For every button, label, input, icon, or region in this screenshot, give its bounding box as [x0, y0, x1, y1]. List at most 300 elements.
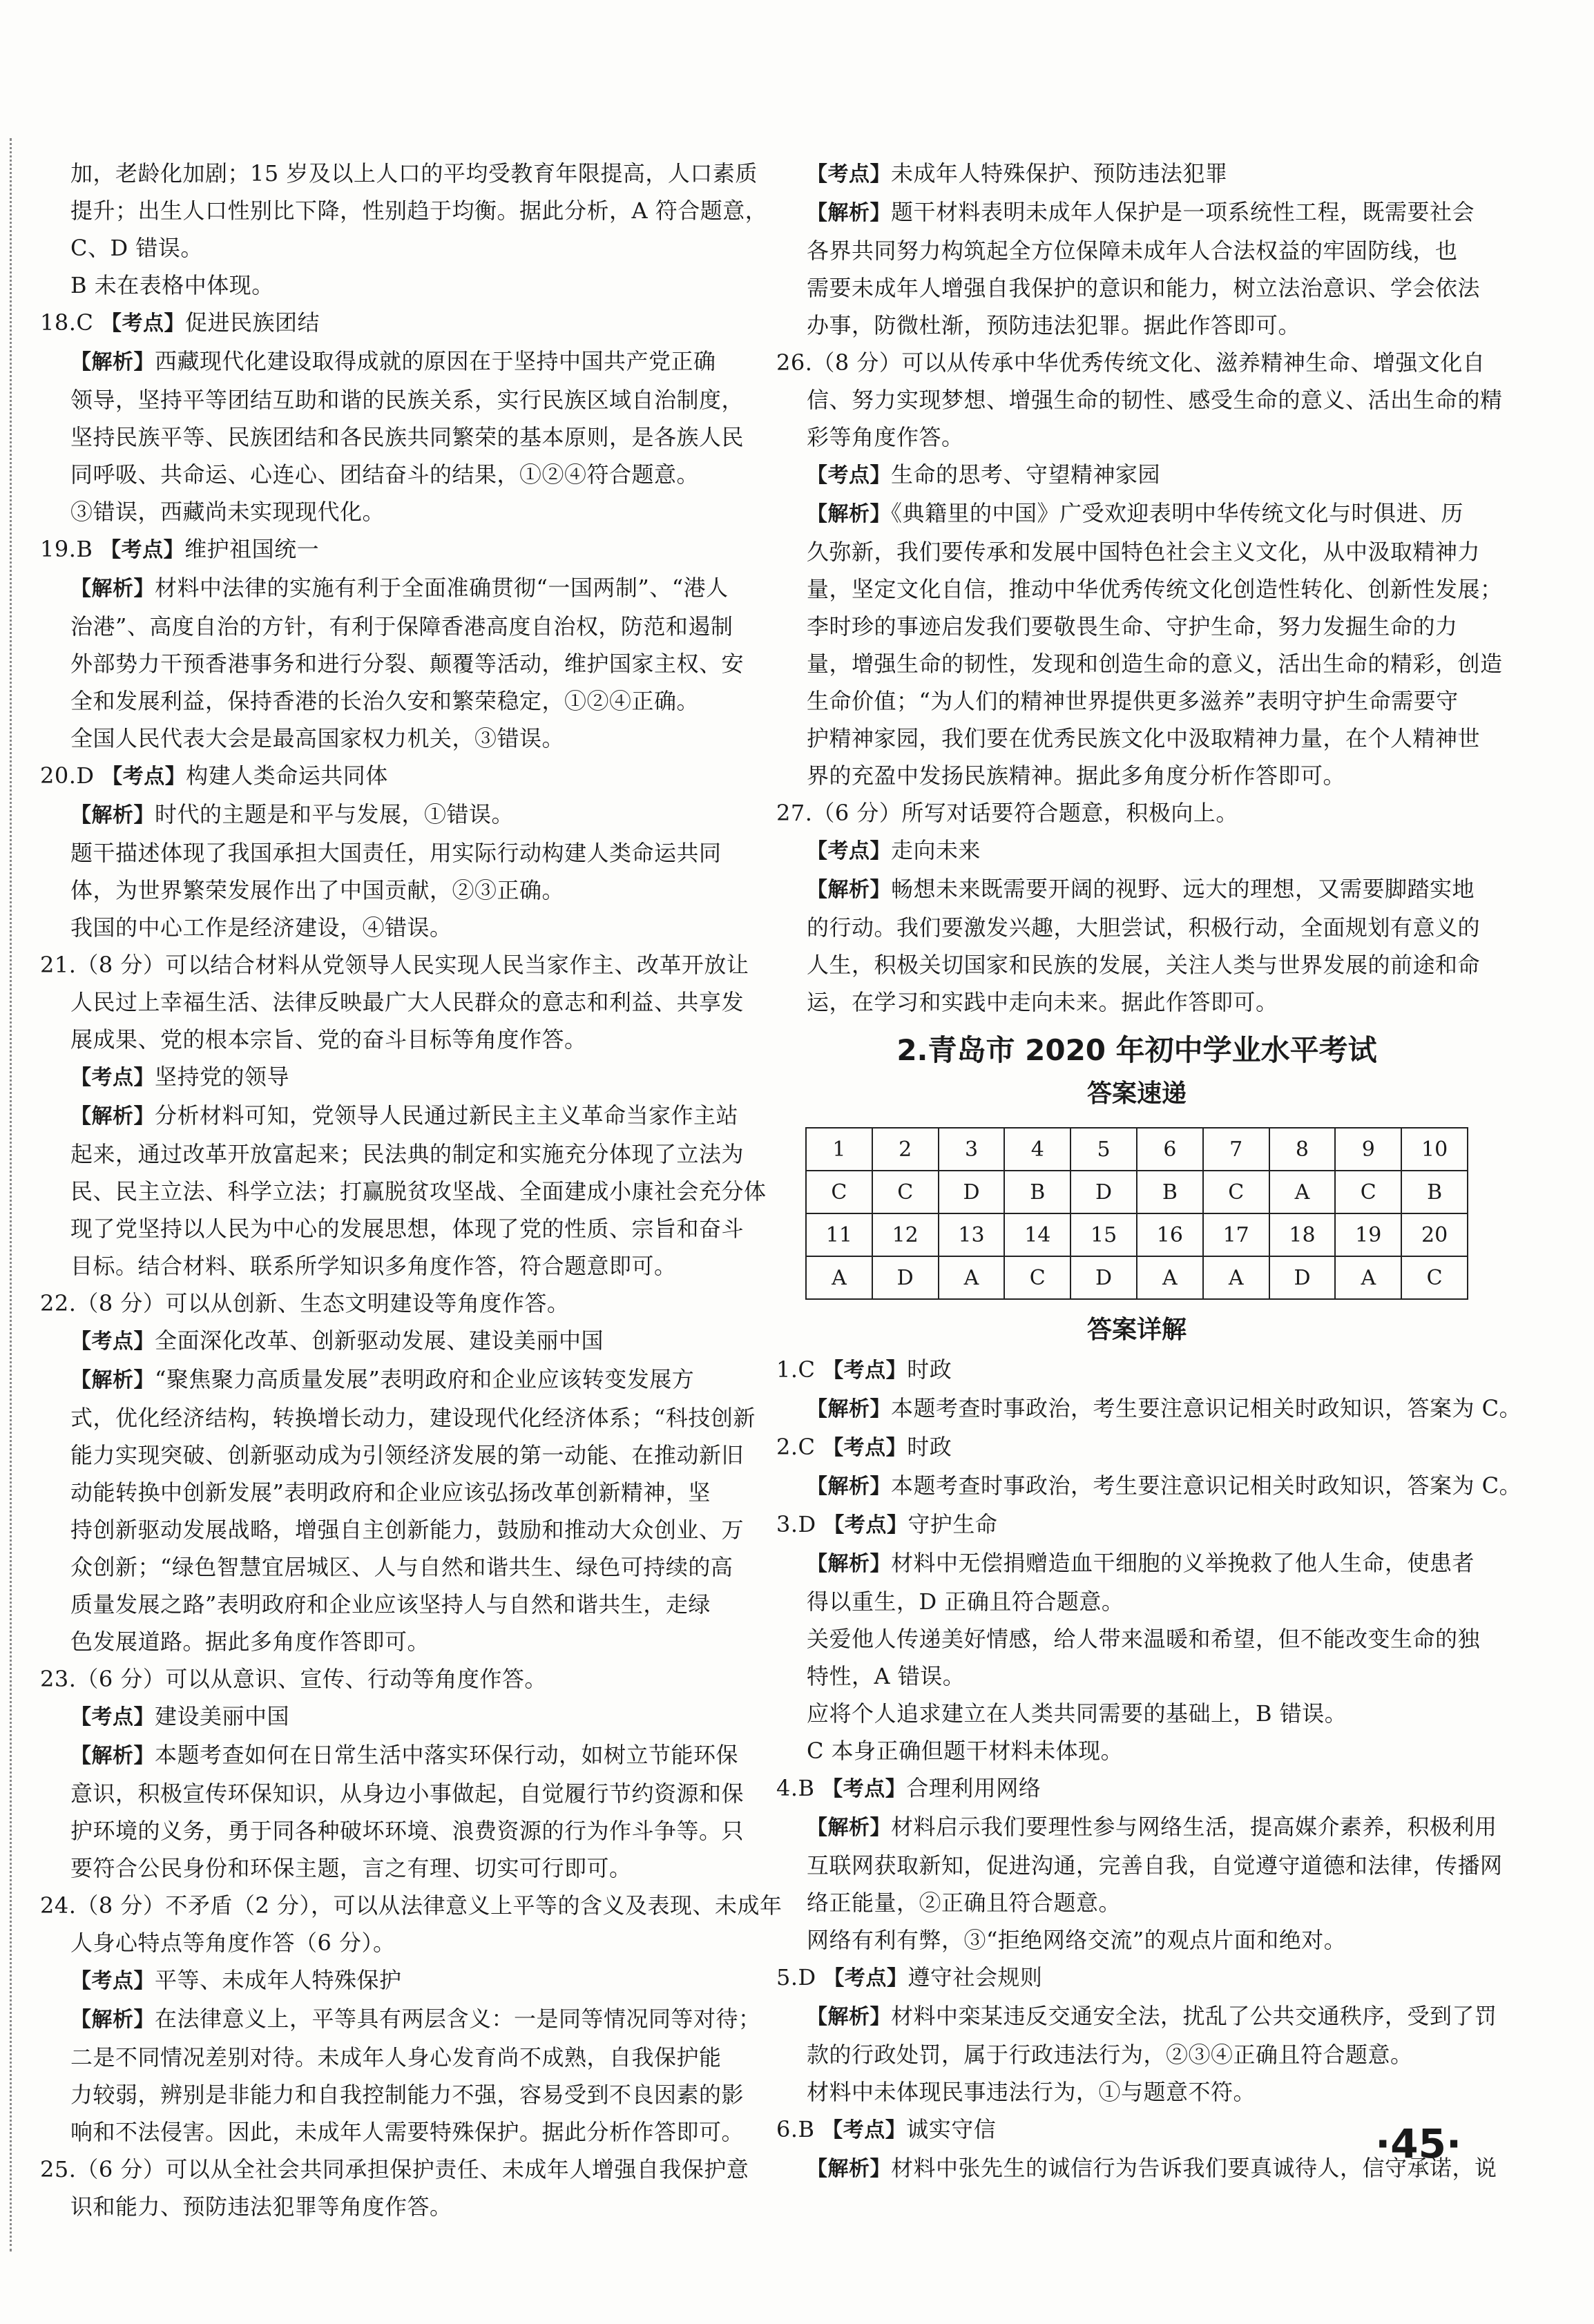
right-bottom-block: [776, 1351, 1522, 2188]
text-line: [40, 381, 756, 419]
line-text: 办事，防微杜渐，预防违法犯罪。据此作答即可。: [807, 312, 1301, 338]
line-text: （8 分）不矛盾（2 分），可以从法律意义上平等的含义及表现、未成年: [76, 1892, 782, 1919]
line-text: C 本身正确但题干材料未体现。: [807, 1738, 1124, 1764]
text-line: [40, 304, 756, 343]
label-tag: 【考点】: [807, 463, 891, 488]
label-tag: 【考点】: [70, 1066, 155, 1090]
line-text: （8 分）可以从创新、生态文明建设等角度作答。: [76, 1290, 570, 1316]
detailed-answers-title: 答案详解: [1086, 1316, 1187, 1344]
line-text: 坚持民族平等、民族团结和各民族共同繁荣的基本原则，是各族人民: [70, 424, 745, 450]
line-text: 分析材料可知，党领导人民通过新民主主义革命当家作主站: [155, 1102, 739, 1129]
line-text: 材料中未体现民事违法行为，①与题意不符。: [807, 2079, 1256, 2105]
line-text: 护环境的义务，勇于同各种破坏环境、浪费资源的行为作斗争等。只: [70, 1818, 745, 1844]
text-line: [40, 229, 756, 267]
text-line: [776, 193, 1497, 232]
answer-table-row: [806, 1256, 1468, 1299]
line-text: 诚实守信: [906, 2116, 997, 2142]
line-text: 时代的主题是和平与发展，①错误。: [155, 801, 515, 827]
question-number-cell: 3: [939, 1128, 1005, 1171]
label-tag: 【解析】: [807, 878, 891, 902]
text-line: [40, 1924, 756, 1961]
question-number-cell: 7: [1203, 1128, 1269, 1171]
text-line: [40, 2188, 756, 2225]
text-line: [40, 983, 756, 1021]
line-text: 生命的思考、守望精神家园: [891, 461, 1161, 488]
label-tag: 【考点】: [70, 1705, 155, 1729]
line-text: 动能转换中创新发展”表明政府和企业应该弘扬改革创新精神，坚: [70, 1479, 711, 1506]
text-line: [776, 1620, 1497, 1658]
text-line: [40, 872, 756, 909]
text-line: [40, 1850, 756, 1887]
text-line: [40, 155, 756, 192]
question-number: 23.: [40, 1666, 77, 1692]
text-line: [776, 494, 1497, 533]
line-text: 得以重生，D 正确且符合题意。: [807, 1588, 1124, 1615]
line-text: 走向未来: [891, 837, 981, 863]
line-text: 互联网获取新知，促进沟通，完善自我，自觉遵守道德和法律，传播网: [807, 1852, 1503, 1879]
quick-answers-title: 答案速递: [1086, 1079, 1187, 1108]
text-line: [40, 1437, 756, 1474]
text-line: [776, 1921, 1497, 1959]
answer-cell: D: [1070, 1256, 1137, 1299]
line-text: 加，老龄化加剧；15 岁及以上人口的平均受教育年限提高，人口素质: [70, 160, 758, 186]
line-text: 我国的中心工作是经济建设，④错误。: [70, 914, 452, 941]
question-number: 4.B: [776, 1775, 815, 1801]
answer-table-row: [806, 1128, 1468, 1171]
line-text: 本题考查时事政治，考生要注意识记相关时政知识，答案为 C。: [891, 1472, 1522, 1499]
line-text: 畅想未来既需要开阔的视野、远大的理想，又需要脚踏实地: [891, 876, 1475, 902]
label-tag: 【考点】: [807, 162, 891, 186]
line-text: （6 分）可以从意识、宣传、行动等角度作答。: [76, 1666, 547, 1692]
answer-cell: A: [1335, 1256, 1401, 1299]
question-number-cell: 4: [1004, 1128, 1070, 1171]
line-text: “聚焦聚力高质量发展”表明政府和企业应该转变发展方: [155, 1366, 695, 1392]
line-text: 材料中法律的实施有利于全面准确贯彻“一国两制”、“港人: [155, 575, 729, 601]
question-number-cell: 16: [1137, 1213, 1203, 1256]
line-text: 守护生命: [908, 1511, 998, 1537]
text-line: [776, 456, 1497, 494]
text-line: [40, 493, 756, 530]
text-line: [40, 1210, 756, 1247]
question-number-cell: 10: [1401, 1128, 1468, 1171]
label-tag: 【解析】: [807, 1397, 891, 1421]
label-tag: 【考点】: [100, 538, 185, 562]
line-text: 民、民主立法、科学立法；打赢脱贫攻坚战、全面建成小康社会充分体: [70, 1178, 767, 1204]
label-tag: 【考点】: [823, 1436, 908, 1460]
text-line: [40, 1173, 767, 1210]
line-text: 促进民族团结: [185, 309, 320, 336]
text-line: [40, 343, 756, 381]
text-line: [776, 682, 1497, 720]
answer-cell: C: [1004, 1256, 1070, 1299]
text-line: [776, 608, 1497, 645]
line-text: 建设美丽中国: [155, 1703, 290, 1729]
question-number-cell: 8: [1269, 1128, 1336, 1171]
label-tag: 【考点】: [822, 2118, 907, 2142]
text-line: [776, 909, 1497, 946]
line-text: 的行动。我们要激发兴趣，大胆尝试，积极行动，全面规划有意义的: [807, 914, 1481, 941]
question-number: 5.D: [776, 1964, 816, 1990]
line-text: 色发展道路。据此多角度作答即可。: [70, 1629, 430, 1655]
label-tag: 【考点】: [807, 839, 891, 863]
line-text: 力较弱，辨别是非能力和自我控制能力不强，容易受到不良因素的影: [70, 2082, 745, 2108]
line-text: 特性，A 错误。: [807, 1663, 966, 1689]
text-line: [40, 2076, 756, 2113]
answer-cell: B: [1137, 1171, 1203, 1213]
text-line: [40, 608, 756, 645]
label-tag: 【解析】: [807, 201, 891, 225]
answer-cell: C: [1401, 1256, 1468, 1299]
line-text: 现了党坚持以人民为中心的发展思想，体现了党的性质、宗旨和奋斗: [70, 1216, 745, 1242]
line-text: 目标。结合材料、联系所学知识多角度作答，符合题意即可。: [70, 1253, 677, 1279]
answer-cell: C: [1203, 1171, 1269, 1213]
text-line: [776, 1390, 1522, 1428]
label-tag: 【解析】: [70, 803, 155, 827]
text-line: [40, 1586, 756, 1623]
question-number: 27.: [776, 800, 813, 826]
text-line: [40, 419, 756, 456]
line-text: 全面深化改革、创新驱动发展、建设美丽中国: [155, 1327, 604, 1354]
label-tag: 【考点】: [823, 1358, 908, 1383]
text-line: [776, 946, 1497, 983]
answer-cell: D: [939, 1171, 1005, 1213]
answer-cell: B: [1401, 1171, 1468, 1213]
line-text: （8 分）可以从传承中华优秀传统文化、滋养精神生命、增强文化自: [812, 349, 1486, 376]
label-tag: 【解析】: [807, 502, 891, 526]
text-line: [776, 2073, 1497, 2111]
answer-cell: A: [806, 1256, 872, 1299]
binding-margin-rule: [10, 138, 12, 2251]
text-line: [776, 1884, 1497, 1921]
label-tag: 【考点】: [822, 1777, 907, 1801]
line-text: 意识，积极宣传环保知识，从身边小事做起，自觉履行节约资源和保: [70, 1780, 745, 1807]
text-line: [776, 269, 1497, 307]
page-number: ·45·: [1375, 2120, 1461, 2167]
text-line: [776, 757, 1497, 794]
question-number: 3.D: [776, 1511, 816, 1537]
text-line: [776, 232, 1497, 269]
text-line: [40, 909, 756, 946]
text-line: [40, 2113, 756, 2151]
text-line: [40, 456, 756, 493]
text-line: [40, 1058, 756, 1097]
line-text: 生命价值；“为人们的精神世界提供更多滋养”表明守护生命需要守: [807, 688, 1459, 714]
question-number-cell: 15: [1070, 1213, 1137, 1256]
text-line: [40, 1736, 756, 1775]
line-text: 响和不法侵害。因此，未成年人需要特殊保护。据此分析作答即可。: [70, 2119, 745, 2145]
text-line: [40, 2151, 756, 2188]
question-number-cell: 1: [806, 1128, 872, 1171]
answer-cell: D: [1070, 1171, 1137, 1213]
text-line: [776, 1732, 1497, 1769]
line-text: 量，坚定文化自信，推动中华优秀传统文化创造性转化、创新性发展；: [807, 576, 1503, 602]
label-tag: 【考点】: [70, 1969, 155, 1993]
question-number: 24.: [40, 1892, 77, 1919]
line-text: 彩等角度作答。: [807, 424, 964, 450]
line-text: 质量发展之路”表明政府和企业应该坚持人与自然和谐共生，走绿: [70, 1591, 711, 1617]
answer-cell: D: [872, 1256, 939, 1299]
text-line: [776, 870, 1497, 909]
line-text: 材料中栾某违反交通安全法，扰乱了公共交通秩序，受到了罚: [891, 2003, 1497, 2029]
text-line: [776, 533, 1497, 570]
text-line: [776, 1351, 1497, 1390]
text-line: [40, 1247, 756, 1285]
text-line: [776, 1847, 1503, 1884]
line-text: 《典籍里的中国》广受欢迎表明中华传统文化与时俱进、历: [891, 500, 1464, 526]
line-text: 久弥新，我们要传承和发展中国特色社会主义文化，从中汲取精神力: [807, 539, 1481, 565]
question-number: 2.C: [776, 1434, 816, 1460]
label-tag: 【考点】: [823, 1513, 908, 1537]
question-number: 6.B: [776, 2116, 815, 2142]
text-line: [40, 1361, 756, 1399]
text-line: [40, 1887, 782, 1924]
answer-cell: C: [806, 1171, 872, 1213]
label-tag: 【考点】: [823, 1966, 908, 1990]
line-text: （6 分）可以从全社会共同承担保护责任、未成年人增强自我保护意: [76, 2156, 749, 2182]
line-text: 人民过上幸福生活、法律反映最广大人民群众的意志和利益、共享发: [70, 989, 745, 1015]
answer-table-row: [806, 1171, 1468, 1213]
line-text: 领导，坚持平等团结互助和谐的民族关系，实行民族区域自治制度，: [70, 387, 745, 413]
question-number-cell: 12: [872, 1213, 939, 1256]
text-line: [40, 1511, 756, 1548]
label-tag: 【考点】: [102, 765, 186, 789]
line-text: C、D 错误。: [70, 235, 203, 261]
question-number-cell: 19: [1335, 1213, 1401, 1256]
question-number-cell: 17: [1203, 1213, 1269, 1256]
answer-cell: A: [1137, 1256, 1203, 1299]
question-number-cell: 18: [1269, 1213, 1336, 1256]
answer-cell: A: [1203, 1256, 1269, 1299]
label-tag: 【考点】: [70, 1329, 155, 1354]
line-text: 时政: [907, 1356, 952, 1383]
text-line: [776, 419, 1497, 456]
text-line: [40, 834, 756, 872]
label-tag: 【解析】: [70, 577, 155, 601]
text-line: [776, 307, 1497, 344]
text-line: [776, 570, 1503, 608]
line-text: 持创新驱动发展战略，增强自主创新能力，鼓励和推动大众创业、万: [70, 1517, 745, 1543]
answer-cell: A: [939, 1256, 1005, 1299]
line-text: B 未在表格中体现。: [70, 272, 274, 298]
label-tag: 【解析】: [70, 350, 155, 374]
section-title: 2.青岛市 2020 年初中学业水平考试: [896, 1033, 1377, 1067]
question-number-cell: 5: [1070, 1128, 1137, 1171]
text-line: [40, 1135, 756, 1173]
right-column: [776, 155, 1522, 2188]
line-text: 运，在学习和实践中走向未来。据此作答即可。: [807, 989, 1278, 1015]
line-text: 外部势力干预香港事务和进行分裂、颠覆等活动，维护国家主权、安: [70, 651, 745, 677]
line-text: 需要未成年人增强自我保护的意识和能力，树立法治意识、学会依法: [807, 275, 1481, 301]
text-line: [776, 381, 1503, 419]
line-text: 全国人民代表大会是最高国家权力机关，③错误。: [70, 725, 565, 751]
answer-cell: A: [1269, 1171, 1336, 1213]
line-text: 款的行政处罚，属于行政违法行为，②③④正确且符合题意。: [807, 2042, 1413, 2068]
text-line: [776, 1808, 1497, 1847]
answer-cell: D: [1269, 1256, 1336, 1299]
answer-cell: C: [1335, 1171, 1401, 1213]
line-text: （6 分）所写对话要符合题意，积极向上。: [812, 800, 1238, 826]
label-tag: 【解析】: [807, 2157, 891, 2181]
text-line: [776, 983, 1497, 1021]
label-tag: 【解析】: [70, 1368, 155, 1392]
label-tag: 【解析】: [70, 1104, 155, 1129]
question-number-cell: 9: [1335, 1128, 1401, 1171]
line-text: 体，为世界繁荣发展作出了中国贡献，②③正确。: [70, 877, 565, 903]
line-text: 界的充盈中发扬民族精神。据此多角度分析作答即可。: [807, 762, 1346, 789]
line-text: 展成果、党的根本宗旨、党的奋斗目标等角度作答。: [70, 1026, 587, 1053]
label-tag: 【解析】: [70, 2008, 155, 2032]
line-text: 治港”、高度自治的方针，有利于保障香港高度自治权，防范和遏制: [70, 613, 733, 640]
line-text: 量，增强生命的韧性，发现和创造生命的意义，活出生命的精彩，创造: [807, 651, 1503, 677]
question-number-cell: 20: [1401, 1213, 1468, 1256]
line-text: 西藏现代化建设取得成就的原因在于坚持中国共产党正确: [155, 348, 716, 374]
text-line: [40, 2039, 756, 2076]
line-text: 题干描述体现了我国承担大国责任，用实际行动构建人类命运共同: [70, 840, 722, 866]
label-tag: 【解析】: [807, 1552, 891, 1576]
label-tag: 【解析】: [70, 1744, 155, 1768]
answer-table: [805, 1127, 1468, 1300]
text-line: [776, 645, 1503, 682]
text-line: [40, 1399, 756, 1437]
line-text: 护精神家园，我们要在优秀民族文化中汲取精神力量，在个人精神世: [807, 725, 1481, 751]
question-number-cell: 14: [1004, 1213, 1070, 1256]
line-text: （8 分）可以结合材料从党领导人民实现人民当家作主、改革开放让: [76, 952, 749, 978]
line-text: 本题考查时事政治，考生要注意识记相关时政知识，答案为 C。: [891, 1395, 1522, 1421]
text-line: [776, 2036, 1497, 2073]
line-text: 在法律意义上，平等具有两层含义：一是同等情况同等对待；: [155, 2006, 761, 2032]
question-number: 21.: [40, 952, 77, 978]
answer-table-row: [806, 1213, 1468, 1256]
question-number: 20.D: [40, 762, 95, 789]
line-text: 全和发展利益，保持香港的长治久安和繁荣稳定，①②④正确。: [70, 688, 700, 714]
text-line: [40, 1021, 756, 1058]
line-text: 人身心特点等角度作答（6 分）。: [70, 1930, 396, 1956]
line-text: 信、努力实现梦想、增强生命的韧性、感受生命的意义、活出生命的精: [807, 387, 1503, 413]
line-text: ③错误，西藏尚未实现现代化。: [70, 499, 385, 525]
question-number: 19.B: [40, 536, 93, 562]
question-number: 22.: [40, 1290, 77, 1316]
text-line: [40, 1623, 756, 1660]
text-line: [776, 1769, 1497, 1808]
question-number-cell: 11: [806, 1213, 872, 1256]
line-text: 能力实现突破、创新驱动成为引领经济发展的第一动能、在推动新旧: [70, 1442, 745, 1468]
question-number: 26.: [776, 349, 813, 376]
right-top-block: [776, 155, 1503, 1021]
line-text: 应将个人追求建立在人类共同需要的基础上，B 错误。: [807, 1700, 1347, 1727]
line-text: 构建人类命运共同体: [186, 762, 388, 789]
answer-cell: B: [1004, 1171, 1070, 1213]
text-line: [40, 1548, 756, 1586]
text-line: [40, 1097, 756, 1135]
text-line: [776, 1959, 1497, 1997]
line-text: 时政: [907, 1434, 952, 1460]
text-line: [40, 1812, 756, 1850]
text-line: [40, 1660, 756, 1698]
text-line: [40, 267, 756, 304]
text-line: [776, 155, 1497, 193]
text-line: [776, 832, 1497, 870]
text-line: [776, 1506, 1497, 1544]
question-number: 18.C: [40, 309, 94, 336]
text-line: [40, 946, 756, 983]
question-number-cell: 6: [1137, 1128, 1203, 1171]
line-text: 络正能量，②正确且符合题意。: [807, 1890, 1122, 1916]
text-line: [776, 1428, 1497, 1467]
text-line: [40, 757, 756, 796]
text-line: [776, 794, 1497, 832]
line-text: 式，优化经济结构，转换增长动力，建设现代化经济体系；“科技创新: [70, 1405, 756, 1431]
line-text: 本题考查如何在日常生活中落实环保行动，如树立节能环保: [155, 1742, 739, 1768]
line-text: 识和能力、预防违法犯罪等角度作答。: [70, 2193, 452, 2220]
line-text: 题干材料表明未成年人保护是一项系统性工程，既需要社会: [891, 199, 1475, 225]
label-tag: 【解析】: [807, 2005, 891, 2029]
question-number: 25.: [40, 2156, 77, 2182]
line-text: 二是不同情况差别对待。未成年人身心发育尚不成熟，自我保护能: [70, 2044, 722, 2071]
text-line: [40, 192, 768, 229]
line-text: 网络有利有弊，③“拒绝网络交流”的观点片面和绝对。: [807, 1927, 1347, 1953]
label-tag: 【解析】: [807, 1475, 891, 1499]
text-line: [776, 1583, 1497, 1620]
left-column: [40, 155, 782, 2225]
text-line: [776, 1467, 1522, 1506]
text-line: [40, 1474, 756, 1511]
text-line: [40, 645, 756, 682]
question-number-cell: 2: [872, 1128, 939, 1171]
text-line: [40, 530, 756, 569]
line-text: 平等、未成年人特殊保护: [155, 1967, 402, 1993]
answer-cell: C: [872, 1171, 939, 1213]
line-text: 李时珍的事迹启发我们要敬畏生命、守护生命，努力发掘生命的力: [807, 613, 1458, 640]
line-text: 材料启示我们要理性参与网络生活，提高媒介素养，积极利用: [891, 1814, 1497, 1840]
text-line: [40, 2000, 761, 2039]
text-line: [40, 1285, 756, 1322]
line-text: 人生，积极关切国家和民族的发展，关注人类与世界发展的前途和命: [807, 952, 1481, 978]
text-line: [40, 1322, 756, 1361]
text-line: [776, 1695, 1497, 1732]
text-line: [40, 796, 756, 834]
text-line: [776, 344, 1497, 381]
label-tag: 【考点】: [101, 311, 186, 336]
text-line: [40, 720, 756, 757]
text-line: [40, 1775, 756, 1812]
text-line: [40, 1698, 756, 1736]
text-line: [776, 1544, 1497, 1583]
text-line: [776, 1997, 1497, 2036]
line-text: 未成年人特殊保护、预防违法犯罪: [891, 160, 1228, 186]
text-line: [776, 1658, 1497, 1695]
question-number-cell: 13: [939, 1213, 1005, 1256]
line-text: 坚持党的领导: [155, 1064, 290, 1090]
line-text: 合理利用网络: [906, 1775, 1041, 1801]
line-text: 各界共同努力构筑起全方位保障未成年人合法权益的牢固防线，也: [807, 238, 1458, 264]
label-tag: 【解析】: [807, 1816, 891, 1840]
line-text: 众创新；“绿色智慧宜居城区、人与自然和谐共生、绿色可持续的高: [70, 1554, 733, 1580]
line-text: 材料中张先生的诚信行为告诉我们要真诚待人，信守承诺，说: [891, 2155, 1497, 2181]
line-text: 起来，通过改革开放富起来；民法典的制定和实施充分体现了立法为: [70, 1141, 745, 1167]
question-number: 1.C: [776, 1356, 816, 1383]
line-text: 提升；出生人口性别比下降，性别趋于均衡。据此分析，A 符合题意，: [70, 198, 768, 224]
text-line: [40, 569, 756, 608]
line-text: 关爱他人传递美好情感，给人带来温暖和希望，但不能改变生命的独: [807, 1626, 1481, 1652]
line-text: 材料中无偿捐赠造血干细胞的义举挽救了他人生命，使患者: [891, 1550, 1475, 1576]
text-line: [40, 682, 756, 720]
line-text: 要符合公民身份和环保主题，言之有理、切实可行即可。: [70, 1855, 632, 1881]
line-text: 同呼吸、共命运、心连心、团结奋斗的结果，①②④符合题意。: [70, 461, 700, 488]
text-line: [776, 720, 1497, 757]
line-text: 遵守社会规则: [908, 1964, 1043, 1990]
line-text: 维护祖国统一: [184, 536, 320, 562]
text-line: [40, 1961, 756, 2000]
